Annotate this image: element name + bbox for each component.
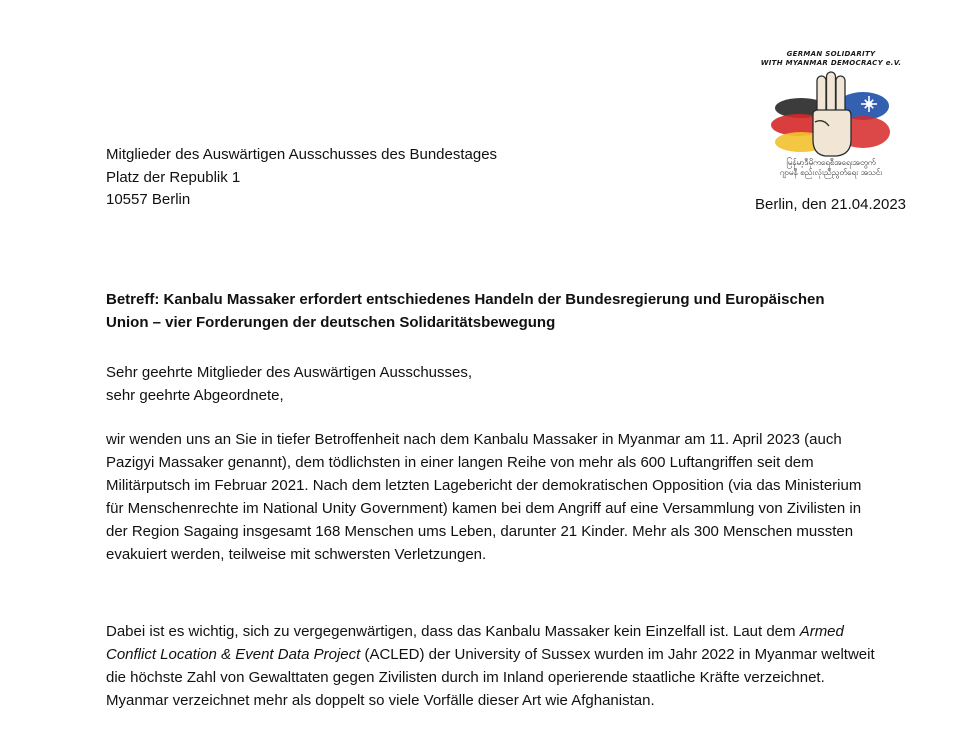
logo-title — [756, 50, 906, 68]
salutation-line2: sehr geehrte Abgeordnete, — [106, 386, 284, 404]
recipient-street: Platz der Republik 1 — [106, 168, 241, 186]
paragraph2-part2: (ACLED) der University of Sussex wurden im Jahr 2022 in Myanmar weltweit die höchste Zahl von Gewalttaten gegen Zivilisten durch im Inland operierende staatliche Kräfte verzeichnet. Myanmar verzeichnet mehr als doppelt so viele Vorfälle dieser Art wie Afghanistan. — [106, 646, 875, 709]
salutation-line1: Sehr geehrte Mitglieder des Auswärtigen Ausschusses, — [106, 364, 473, 381]
salutation — [106, 362, 472, 407]
recipient-city: 10557 Berlin — [106, 191, 191, 208]
logo-burmese-line2: ဂျာမနီ စည်းလုံးညီညွတ်ရေး အသင်း — [779, 168, 883, 177]
subject-line: Betreff: Kanbalu Massaker erfordert entschiedenes Handeln der Bundesregierung und Europäischen Union – vier Forderungen der deutschen Solidaritätsbewegung — [106, 291, 825, 331]
three-finger-salute-flags-icon — [771, 70, 891, 160]
organization-logo — [756, 40, 906, 190]
logo-burmese-line1: မြန်မာ့ဒီမိုကရေစီအရေးအတွက် — [786, 158, 876, 167]
paragraph2-part1: Dabei ist es wichtig, sich zu vergegenwärtigen, dass das Kanbalu Massaker kein Einzelfall ist. Laut dem — [106, 623, 800, 640]
acled-project-name: Armed Conflict Location & Event Data Project — [106, 623, 844, 663]
recipient-address — [106, 144, 497, 212]
recipient-name: Mitglieder des Auswärtigen Ausschusses des Bundestages — [106, 146, 498, 163]
letter-date: Berlin, den 21.04.2023 — [755, 196, 906, 213]
logo-title-line2: WITH MYANMAR DEMOCRACY e.V. — [760, 59, 902, 67]
logo-burmese-text — [761, 158, 901, 178]
logo-title-line1: GERMAN SOLIDARITY — [786, 50, 876, 58]
body-paragraph-2 — [106, 620, 876, 712]
body-paragraph-1: wir wenden uns an Sie in tiefer Betroffenheit nach dem Kanbalu Massaker in Myanmar am 11. April 2023 (auch Pazigyi Massaker genannt), dem tödlichsten in einer langen Reihe von mehr als 600 Luftangriffen seit dem Militärputsch im Februar 2021. Nach dem letzten Lagebericht der demokratischen Opposition (via das Ministerium für Menschenrechte im National Unity Government) kamen bei dem Angriff auf eine Versammlung von Zivilisten in der Region Sagaing insgesamt 168 Menschen ums Leben, darunter 21 Kinder. Mehr als 300 Menschen mussten evakuiert werden, teilweise mit schwersten Verletzungen. — [106, 431, 862, 563]
